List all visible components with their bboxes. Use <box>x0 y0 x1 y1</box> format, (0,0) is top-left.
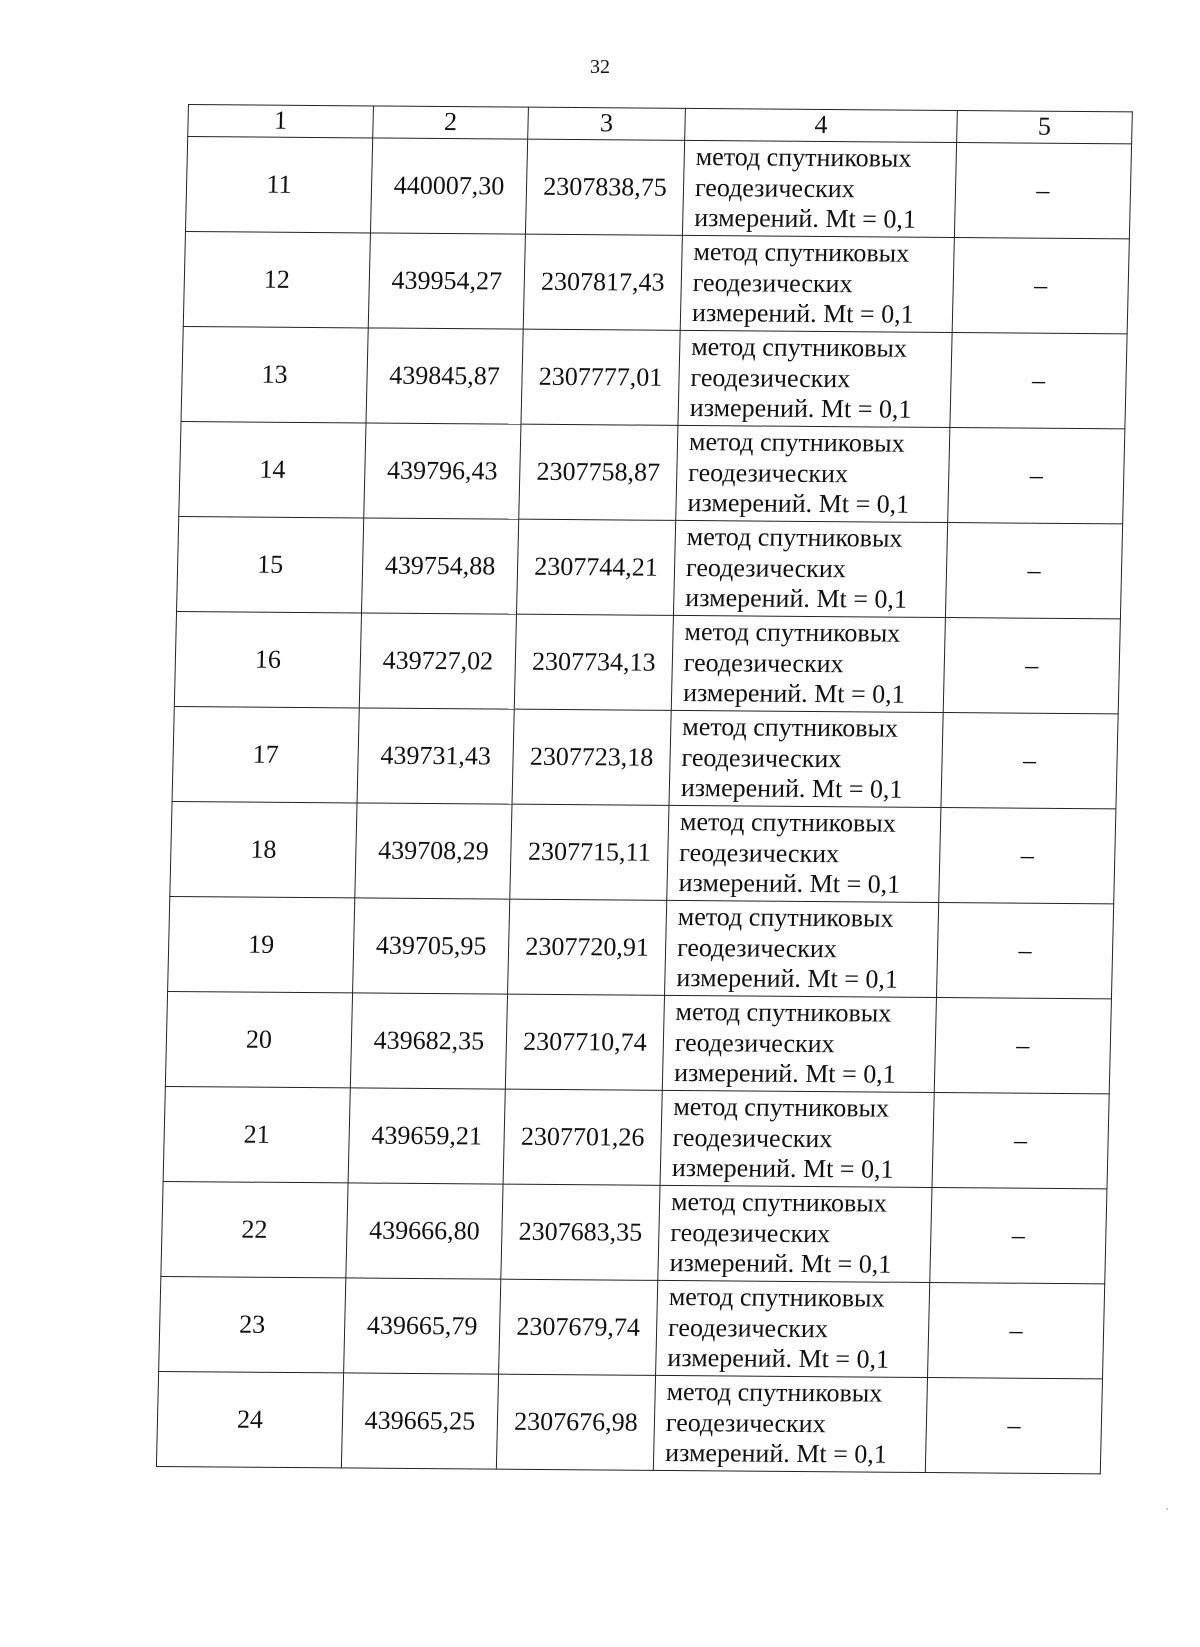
coordinate-x-cell: 439754,88 <box>362 518 519 614</box>
coordinate-x-cell: 439666,80 <box>346 1183 503 1279</box>
point-number-cell: 13 <box>181 326 368 422</box>
coordinate-x-cell: 439731,43 <box>357 708 514 804</box>
method-line: измерений. Mt = 0,1 <box>687 488 910 520</box>
method-line: измерений. Mt = 0,1 <box>682 678 906 710</box>
method-line: измерений. Mt = 0,1 <box>673 1058 897 1090</box>
point-number-cell: 16 <box>174 611 361 707</box>
coordinate-y-cell: 2307701,26 <box>503 1089 662 1185</box>
method-cell <box>682 140 956 237</box>
coordinate-x-cell: 439796,43 <box>364 423 521 519</box>
table-row <box>156 1371 1102 1473</box>
method-line: геодезических <box>676 932 838 963</box>
coordinate-x-cell: 439659,21 <box>348 1088 505 1184</box>
method-line: геодезических <box>683 647 844 678</box>
column-5-cell: – <box>930 1188 1107 1284</box>
method-cell <box>662 995 936 1092</box>
header-cell-1: 1 <box>188 105 374 138</box>
method-line: метод спутниковых <box>688 426 906 458</box>
method-line: геодезических <box>694 172 856 203</box>
method-cell <box>673 520 947 617</box>
point-number-cell: 22 <box>161 1181 348 1277</box>
method-line: геодезических <box>665 1407 827 1438</box>
coordinate-y-cell: 2307683,35 <box>501 1184 660 1280</box>
method-cell <box>658 1185 932 1282</box>
method-cell <box>667 805 941 902</box>
scan-artifact-dot <box>1166 1508 1168 1510</box>
point-number-cell: 17 <box>172 706 359 802</box>
method-line: измерений. Mt = 0,1 <box>691 298 915 330</box>
method-line: геодезических <box>672 1122 833 1153</box>
header-cell-3: 3 <box>528 107 686 140</box>
method-line: геодезических <box>674 1027 835 1058</box>
coordinate-y-cell: 2307715,11 <box>510 804 669 900</box>
method-line: метод спутниковых <box>693 236 910 268</box>
coordinate-y-cell: 2307720,91 <box>508 899 667 995</box>
coordinate-y-cell: 2307838,75 <box>525 139 684 235</box>
method-cell <box>671 615 945 712</box>
table-row <box>179 421 1125 523</box>
method-cell <box>656 1280 930 1377</box>
coordinate-x-cell: 439708,29 <box>355 803 512 899</box>
page-number: 32 <box>590 56 610 78</box>
table-row <box>163 1086 1109 1188</box>
method-line: измерений. Mt = 0,1 <box>693 203 917 235</box>
method-line: геодезических <box>679 837 840 868</box>
method-line: измерений. Mt = 0,1 <box>671 1153 894 1185</box>
point-number-cell: 15 <box>177 516 364 612</box>
table-row <box>170 801 1116 903</box>
method-line: метод спутниковых <box>666 1376 883 1408</box>
coordinate-y-cell: 2307710,74 <box>505 994 664 1090</box>
coordinate-x-cell: 439705,95 <box>353 898 510 994</box>
method-line: метод спутниковых <box>673 1091 890 1123</box>
method-line: геодезических <box>681 742 842 773</box>
column-5-cell: – <box>928 1283 1105 1379</box>
method-line: измерений. Mt = 0,1 <box>685 583 908 615</box>
method-line: измерений. Mt = 0,1 <box>678 868 901 900</box>
column-5-cell: – <box>925 1378 1102 1474</box>
method-line: геодезических <box>692 267 853 298</box>
column-5-cell: – <box>943 618 1120 714</box>
coordinate-x-cell: 439665,79 <box>344 1278 501 1374</box>
method-cell <box>665 900 939 997</box>
method-cell <box>660 1090 934 1187</box>
method-line: метод спутниковых <box>677 901 894 933</box>
point-number-cell: 20 <box>165 991 352 1087</box>
coordinate-x-cell: 439845,87 <box>366 328 523 424</box>
table-row <box>183 232 1129 334</box>
method-line: метод спутниковых <box>670 1186 888 1218</box>
coordinate-y-cell: 2307758,87 <box>519 424 678 520</box>
header-cell-5: 5 <box>957 111 1133 144</box>
method-line: геодезических <box>685 552 847 583</box>
method-line: измерений. Mt = 0,1 <box>669 1248 892 1280</box>
table-row <box>165 991 1111 1093</box>
column-5-cell: – <box>932 1093 1109 1189</box>
table-row <box>159 1276 1105 1378</box>
point-number-cell: 14 <box>179 421 366 517</box>
point-number-cell: 23 <box>159 1276 346 1372</box>
method-cell <box>680 235 954 332</box>
method-cell <box>669 710 943 807</box>
table-row <box>185 137 1131 239</box>
coordinate-y-cell: 2307734,13 <box>514 614 673 710</box>
method-line: метод спутниковых <box>682 711 899 743</box>
column-5-cell: – <box>936 903 1113 999</box>
method-line: геодезических <box>667 1312 829 1343</box>
column-5-cell: – <box>952 238 1129 334</box>
method-line: метод спутниковых <box>690 331 908 363</box>
coordinate-x-cell: 439727,02 <box>359 613 516 709</box>
table-row <box>174 611 1120 713</box>
table-row <box>177 516 1123 618</box>
coordinate-x-cell: 439682,35 <box>350 993 507 1089</box>
column-5-cell: – <box>954 143 1131 239</box>
point-number-cell: 19 <box>168 896 355 992</box>
method-line: геодезических <box>690 362 851 393</box>
coordinate-y-cell: 2307679,74 <box>499 1279 658 1375</box>
method-line: метод спутниковых <box>675 996 892 1028</box>
method-line: измерений. Mt = 0,1 <box>676 963 899 995</box>
column-5-cell: – <box>939 808 1116 904</box>
method-line: геодезических <box>670 1217 831 1248</box>
point-number-cell: 12 <box>183 232 370 328</box>
column-5-cell: – <box>948 428 1125 524</box>
method-line: метод спутниковых <box>679 806 897 838</box>
table-row <box>168 896 1114 998</box>
method-line: измерений. Mt = 0,1 <box>667 1343 890 1375</box>
coordinates-table <box>156 104 1133 1474</box>
coordinate-x-cell: 439665,25 <box>341 1373 498 1469</box>
table-row <box>172 706 1118 808</box>
column-5-cell: – <box>934 998 1111 1094</box>
method-line: метод спутниковых <box>684 616 901 648</box>
method-line: измерений. Mt = 0,1 <box>664 1438 888 1470</box>
point-number-cell: 11 <box>185 137 372 233</box>
method-line: геодезических <box>687 457 849 488</box>
method-line: метод спутниковых <box>686 521 903 553</box>
table-row <box>181 326 1127 428</box>
method-cell <box>678 330 952 427</box>
method-line: измерений. Mt = 0,1 <box>689 393 912 425</box>
column-5-cell: – <box>950 333 1127 429</box>
method-cell <box>676 425 950 522</box>
method-cell <box>653 1375 927 1472</box>
header-cell-4: 4 <box>685 108 958 142</box>
coordinate-y-cell: 2307744,21 <box>516 519 675 615</box>
method-line: измерений. Mt = 0,1 <box>680 773 903 805</box>
method-line: метод спутниковых <box>668 1281 885 1313</box>
point-number-cell: 18 <box>170 801 357 897</box>
column-5-cell: – <box>941 713 1118 809</box>
coordinate-x-cell: 440007,30 <box>370 138 527 234</box>
coordinate-y-cell: 2307723,18 <box>512 709 671 805</box>
table-row <box>161 1181 1107 1283</box>
coordinate-y-cell: 2307676,98 <box>496 1374 655 1470</box>
coordinate-x-cell: 439954,27 <box>368 233 525 329</box>
coordinate-y-cell: 2307817,43 <box>523 234 682 330</box>
coordinate-y-cell: 2307777,01 <box>521 329 680 425</box>
point-number-cell: 24 <box>156 1371 343 1467</box>
column-5-cell: – <box>945 523 1122 619</box>
header-cell-2: 2 <box>373 106 529 139</box>
method-line: метод спутниковых <box>695 141 912 173</box>
point-number-cell: 21 <box>163 1086 350 1182</box>
